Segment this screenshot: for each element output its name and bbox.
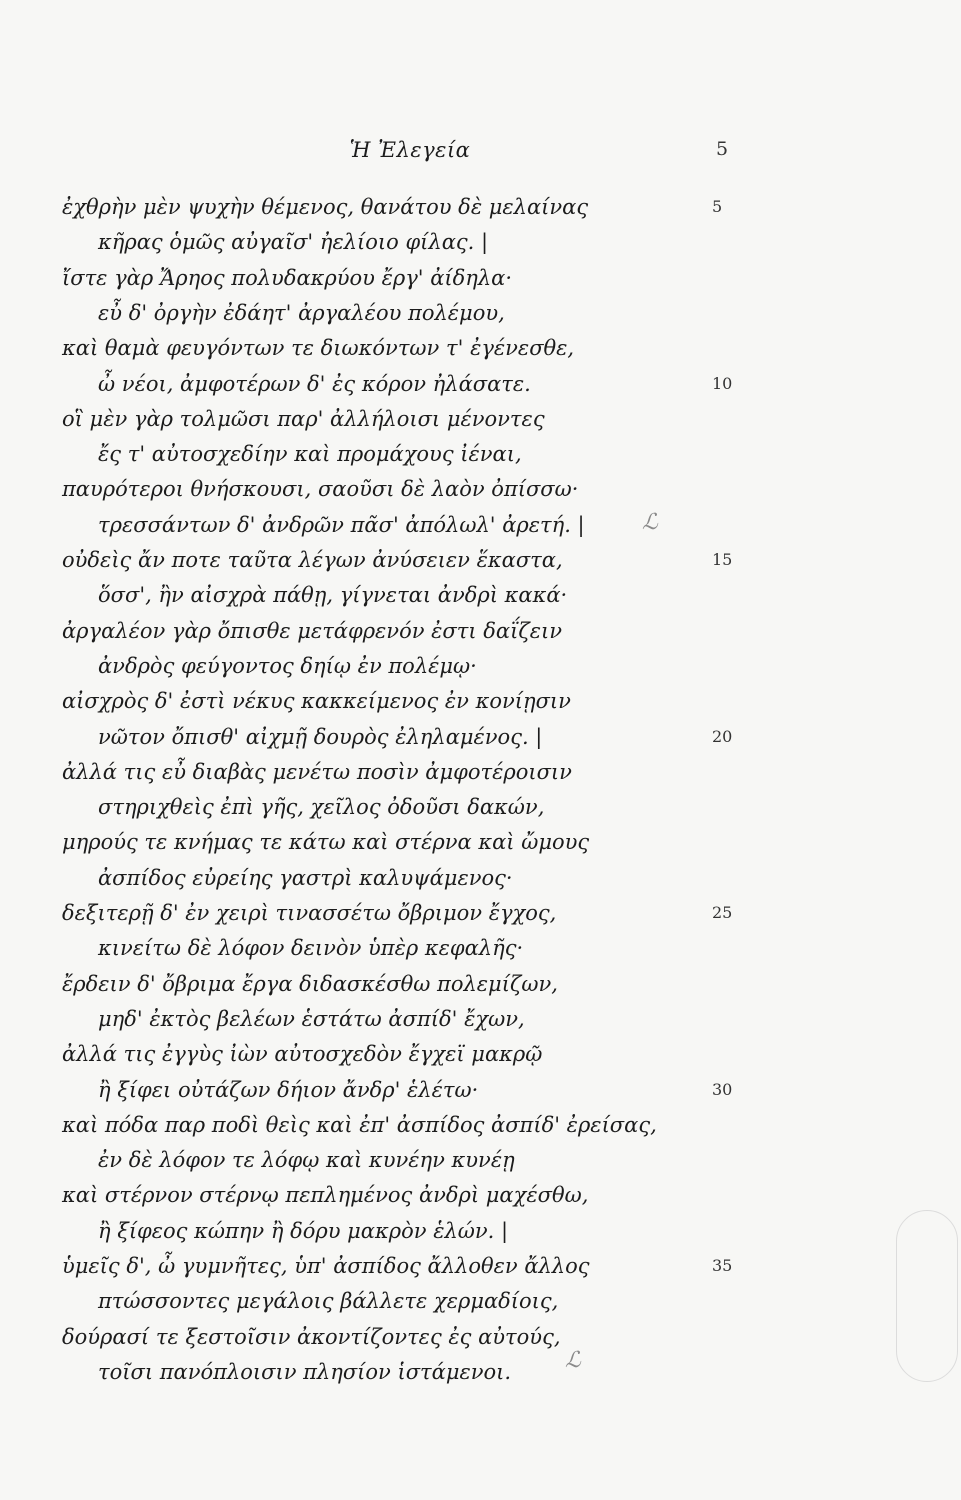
poem-line-text: ἀλλά τις ἐγγὺς ἰὼν αὐτοσχεδὸν ἔγχεϊ μακρῷ [62, 1042, 543, 1067]
poem-line-text: ἔρδειν δ' ὄβριμα ἔργα διδασκέσθω πολεμίζων, [62, 971, 558, 996]
poem-line-text: ἀλλά τις εὖ διαβὰς μενέτω ποσὶν ἀμφοτέροισιν [62, 759, 572, 784]
poem-line [0, 1107, 961, 1143]
poem-line-text: δεξιτερῇ δ' ἐν χειρὶ τινασσέτω ὄβριμον ἔγχος, [62, 901, 557, 925]
line-number: 25 [712, 903, 733, 922]
poem-line [0, 754, 961, 790]
poem-line [0, 966, 961, 1002]
poem-line-text: κῆρας ὁμῶς αὐγαῖσ' ἠελίοιο φίλας. | [98, 230, 489, 255]
poem-line-text: οὐδεὶς ἄν ποτε ταῦτα λέγων ἀνύσειεν ἕκαστα, [62, 548, 563, 572]
poem-line [0, 1248, 961, 1284]
poem-line-text: ὦ νέοι, ἀμφοτέρων δ' ἐς κόρον ἠλάσατε. [98, 371, 531, 396]
poem-line-text: δούρασί τε ξεστοῖσιν ἀκοντίζοντες ἐς αὐτούς, [62, 1324, 561, 1349]
poem-line-text: ἢ ξίφεος κώπην ἢ δόρυ μακρὸν ἑλών. | [98, 1218, 509, 1243]
line-number: 5 [712, 197, 723, 216]
page-number: 5 [716, 138, 729, 160]
poem-line [0, 295, 961, 331]
poem-line [0, 1142, 961, 1178]
running-title: Ἡ Ἐλεγεία [349, 138, 471, 162]
poem-line [0, 824, 961, 860]
poem-line [0, 1072, 961, 1108]
poem-line [0, 613, 961, 649]
margin-pencil-scribble [896, 1210, 958, 1382]
poem-line-text: ὅσσ', ἢν αἰσχρὰ πάθῃ, γίγνεται ἀνδρὶ κακά· [98, 583, 568, 608]
line-number: 30 [712, 1079, 733, 1099]
poem-line [0, 930, 961, 966]
poem-line-text: ἀσπίδος εὐρείης γαστρὶ καλυψάμενος· [98, 865, 513, 890]
pencil-annotation: ℒ [642, 510, 658, 535]
line-number: 20 [712, 726, 733, 746]
poem-line [0, 1001, 961, 1037]
poem-line-text: πτώσσοντες μεγάλοις βάλλετε χερμαδίοις, [98, 1289, 559, 1314]
poem-line-text: ἔς τ' αὐτοσχεδίην καὶ προμάχους ἰέναι, [98, 442, 522, 467]
poem-line-text: ἢ ξίφει οὐτάζων δήιον ἄνδρ' ἑλέτω· [98, 1077, 479, 1102]
poem-line [0, 471, 961, 507]
poem-line [0, 1213, 961, 1249]
poem-line-text: καὶ στέρνον στέρνῳ πεπλημένος ἀνδρὶ μαχέσθω, [62, 1183, 589, 1208]
poem-line [0, 224, 961, 260]
poem-line [0, 436, 961, 472]
poem-line [0, 648, 961, 684]
poem-line [0, 542, 961, 578]
poem-line [0, 1036, 961, 1072]
poem-line [0, 719, 961, 755]
poem-line [0, 401, 961, 437]
line-number: 15 [712, 550, 733, 569]
line-number: 35 [712, 1256, 733, 1275]
poem-line-text: ἐχθρὴν μὲν ψυχὴν θέμενος, θανάτου δὲ μελαίνας [62, 195, 589, 219]
poem-line-text: ἀνδρὸς φεύγοντος δηίῳ ἐν πολέμῳ· [98, 653, 477, 678]
poem-line [0, 895, 961, 931]
poem-line [0, 577, 961, 613]
poem-line [0, 330, 961, 366]
poem-line-text: τοῖσι πανόπλοισιν πλησίον ἱστάμενοι. [98, 1359, 512, 1384]
poem-line [0, 260, 961, 296]
poem-line-text: καὶ πόδα παρ ποδὶ θεὶς καὶ ἐπ' ἀσπίδος ἀσπίδ' ἐρείσας, [62, 1112, 657, 1137]
poem-line-text: αἰσχρὸς δ' ἐστὶ νέκυς κακκείμενος ἐν κονίῃσιν [62, 689, 571, 714]
poem-line [0, 1319, 961, 1355]
poem-line-text: στηριχθεὶς ἐπὶ γῆς, χεῖλος ὀδοῦσι δακών, [98, 795, 545, 820]
poem-line-text: οἳ μὲν γὰρ τολμῶσι παρ' ἀλλήλοισι μένοντες [62, 406, 545, 431]
poem-line-text: τρεσσάντων δ' ἀνδρῶν πᾶσ' ἀπόλωλ' ἀρετή. | [98, 512, 585, 537]
poem-line-text: καὶ θαμὰ φευγόντων τε διωκόντων τ' ἐγένεσθε, [62, 336, 575, 361]
poem-line-text: μηρούς τε κνήμας τε κάτω καὶ στέρνα καὶ ὤμους [62, 830, 590, 855]
poem-line [0, 189, 961, 225]
poem-line [0, 683, 961, 719]
poem-line-text: νῶτον ὄπισθ' αἰχμῇ δουρὸς ἐληλαμένος. | [98, 724, 543, 749]
poem-line [0, 507, 961, 543]
poem-line-text: παυρότεροι θνήσκουσι, σαοῦσι δὲ λαὸν ὀπίσσω· [62, 477, 579, 502]
poem-line-text: ὑμεῖς δ', ὦ γυμνῆτες, ὑπ' ἀσπίδος ἄλλοθεν ἄλλος [62, 1254, 590, 1278]
pencil-annotation: ℒ [565, 1348, 581, 1373]
poem-line-text: ἀργαλέον γὰρ ὄπισθε μετάφρενόν ἐστι δαΐζειν [62, 618, 563, 643]
poem-line-text: ἐν δὲ λόφον τε λόφῳ καὶ κυνέην κυνέῃ [98, 1148, 515, 1173]
poem-line [0, 1354, 961, 1390]
poem-line [0, 1177, 961, 1213]
line-number: 10 [712, 373, 733, 393]
poem-line [0, 860, 961, 896]
poem-line-text: ἴστε γὰρ Ἄρηος πολυδακρύου ἔργ' ἀίδηλα· [62, 265, 513, 290]
poem-line-text: εὖ δ' ὀργὴν ἐδάητ' ἀργαλέου πολέμου, [98, 300, 505, 325]
poem-line [0, 789, 961, 825]
poem-line-text: μηδ' ἐκτὸς βελέων ἑστάτω ἀσπίδ' ἔχων, [98, 1006, 525, 1031]
poem-line [0, 1283, 961, 1319]
poem-line [0, 366, 961, 402]
poem-line-text: κινείτω δὲ λόφον δεινὸν ὑπὲρ κεφαλῆς· [98, 936, 524, 961]
